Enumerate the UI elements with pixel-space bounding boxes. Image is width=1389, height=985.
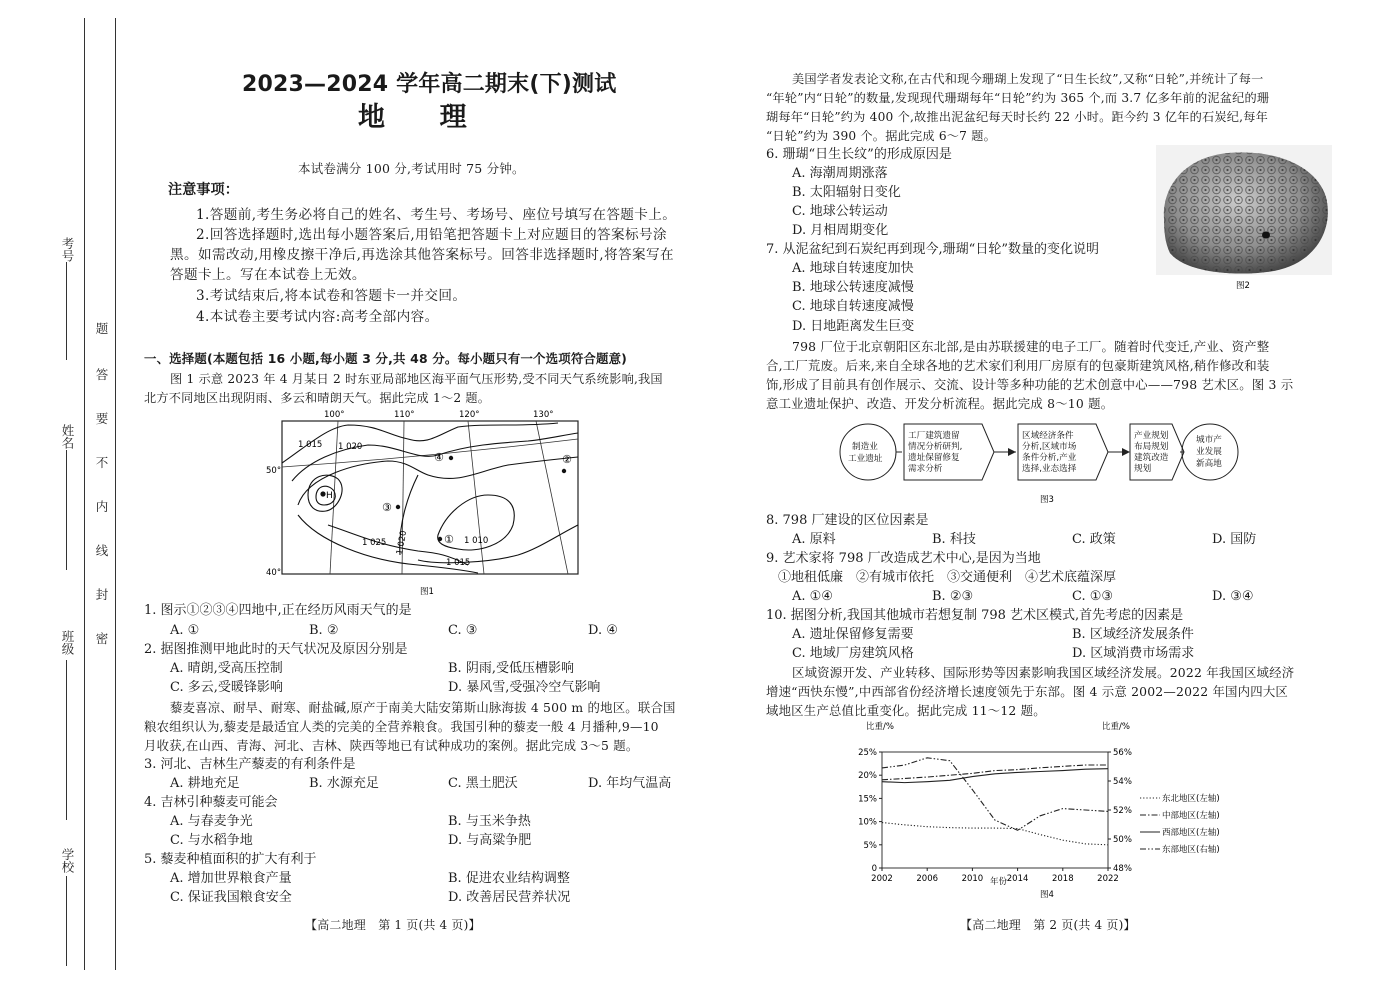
flow-step-2-text: 条件分析,产业 — [1022, 453, 1077, 463]
legend-label: 东部地区(右轴) — [1162, 845, 1220, 855]
legend-label: 西部地区(左轴) — [1162, 828, 1220, 838]
question-8: 8. 798 厂建设的区位因素是 — [766, 513, 929, 528]
y-tick-label-left: 5% — [863, 840, 877, 851]
school-line — [66, 876, 67, 966]
q3-option-a[interactable]: A. 耕地充足 — [170, 776, 240, 791]
notice-title: 注意事项： — [168, 182, 239, 198]
q9-option-b[interactable]: B. ②③ — [932, 589, 974, 604]
question-6: 6. 珊瑚“日生长纹”的形成原因是 — [766, 147, 952, 162]
y-tick-label-left: 0 — [871, 864, 877, 874]
flow-start-text: 工业遗址 — [848, 454, 883, 464]
margin-line-1 — [84, 18, 85, 970]
intro-q8-10: 意工业遗址保护、改造、开发分析流程。据此完成 8～10 题。 — [766, 396, 1114, 411]
q2-option-a[interactable]: A. 晴朗,受高压控制 — [170, 661, 283, 676]
q5-option-a[interactable]: A. 增加世界粮食产量 — [170, 871, 292, 886]
question-9: 9. 艺术家将 798 厂改造成艺术中心,是因为当地 — [766, 551, 1041, 566]
high-pressure-marker: H — [326, 491, 333, 501]
question-3: 3. 河北、吉林生产藜麦的有利条件是 — [144, 757, 356, 772]
lon-label: 130° — [533, 410, 554, 420]
intro-q6-7: “日轮”约为 390 个。据此完成 6～7 题。 — [766, 129, 996, 143]
intro-q8-10: 饰,形成了目前具有创作展示、交流、设计等多种功能的艺术创意中心——798 艺术区。图 3 示 — [766, 377, 1294, 392]
x-tick-label: 2010 — [961, 874, 984, 884]
notice-item: 黑。如需改动,用橡皮擦干净后,再选涂其他答案标号。回答非选择题时,将答案写在 — [170, 247, 674, 263]
figure-2-coral-photo — [1156, 145, 1332, 293]
seal-word: 密 — [94, 632, 109, 645]
flow-step-3-text: 产业规划 — [1134, 431, 1169, 441]
intro-q8-10: 合,工厂荒废。后来,来自全球各地的艺术家们利用厂房原有的包豪斯建筑风格,稍作修改和装 — [766, 358, 1270, 373]
notice-item: 2.回答选择题时,选出每小题答案后,用铅笔把答题卡上对应题目的答案标号涂 — [196, 227, 668, 243]
figure-4-line-chart — [840, 716, 1300, 902]
intro-q11-12: 增速“西快东慢”,中西部省份经济增长速度领先于东部。图 4 示意 2002—2022 年国内四大区 — [766, 684, 1289, 699]
point-marker: ④ — [434, 451, 444, 464]
q7-option-b[interactable]: B. 地球公转速度减慢 — [792, 280, 914, 295]
question-7: 7. 从泥盆纪到石炭纪再到现今,珊瑚“日轮”数量的变化说明 — [766, 242, 1099, 257]
y-tick-label-left: 15% — [858, 794, 877, 805]
flow-step-3-text: 建筑改造 — [1134, 453, 1169, 463]
q7-option-d[interactable]: D. 日地距离发生巨变 — [792, 319, 915, 334]
x-tick-label: 2014 — [1006, 874, 1029, 884]
intro-q3-5: 藜麦喜凉、耐旱、耐寒、耐盐碱,原产于南美大陆安第斯山脉海拔 4 500 m 的地区。联合国 — [170, 700, 676, 715]
q4-option-b[interactable]: B. 与玉米争热 — [448, 814, 531, 829]
q3-option-d[interactable]: D. 年均气温高 — [588, 776, 672, 791]
q5-option-d[interactable]: D. 改善居民营养状况 — [448, 890, 571, 905]
legend-label: 东北地区(左轴) — [1162, 794, 1220, 804]
q9-statements: ①地租低廉 ②有城市依托 ③交通便利 ④艺术底蕴深厚 — [778, 570, 1117, 585]
q5-option-c[interactable]: C. 保证我国粮食安全 — [170, 890, 292, 905]
figure-2-caption: 图2 — [1236, 281, 1250, 291]
x-axis-label: 年份 — [990, 877, 1008, 887]
question-4: 4. 吉林引种藜麦可能会 — [144, 795, 278, 810]
intro-q1-2: 北方不同地区出现阴雨、多云和晴朗天气。据此完成 1～2 题。 — [144, 391, 491, 405]
isobar-label: 1 020 — [395, 529, 410, 556]
q8-option-b[interactable]: B. 科技 — [932, 532, 976, 547]
flow-start-text: 制造业 — [852, 442, 878, 452]
y-axis-label-right: 比重/% — [1102, 722, 1130, 732]
lon-label: 120° — [459, 410, 480, 420]
q8-option-d[interactable]: D. 国防 — [1212, 532, 1257, 547]
seal-word: 答 — [94, 368, 109, 381]
intro-q11-12: 域地区生产总值比重变化。据此完成 11～12 题。 — [766, 703, 1046, 718]
flow-step-2-text: 选择,业态选择 — [1022, 464, 1077, 474]
notice-item: 4.本试卷主要考试内容:高考全部内容。 — [196, 309, 439, 325]
notice-item: 1.答题前,考生务必将自己的姓名、考生号、考场号、座位号填写在答题卡上。 — [196, 207, 677, 223]
figure-3-caption: 图3 — [1040, 495, 1054, 505]
seal-word: 题 — [94, 322, 109, 335]
q3-option-c[interactable]: C. 黑土肥沃 — [448, 776, 518, 791]
y-tick-label-left: 25% — [858, 748, 877, 758]
series-line — [882, 769, 1108, 783]
seal-word: 不 — [94, 456, 109, 469]
point-marker: ② — [562, 453, 572, 466]
intro-q1-2: 图 1 示意 2023 年 4 月某日 2 时东亚局部地区海平面气压形势,受不同天气系统影响,我国 — [170, 372, 663, 386]
seal-word: 内 — [94, 500, 109, 513]
intro-q3-5: 粮农组织认为,藜麦是最适宜人类的完美的全营养粮食。我国引种的藜麦一般 4 月播种,9—10 — [144, 719, 659, 734]
q6-option-c[interactable]: C. 地球公转运动 — [792, 204, 888, 219]
section-heading: 一、选择题(本题包括 16 小题,每小题 3 分,共 48 分。每小题只有一个选项符合题意) — [144, 351, 628, 366]
flow-step-3-text: 布局规划 — [1134, 442, 1169, 452]
notice-item: 3.考试结束后,将本试卷和答题卡一并交回。 — [196, 288, 467, 304]
intro-q8-10: 798 厂位于北京朝阳区东北部,是由苏联援建的电子工厂。随着时代变迁,产业、资产整 — [792, 339, 1270, 354]
margin-line-2 — [115, 18, 116, 970]
flow-step-1-text: 需求分析 — [908, 464, 943, 474]
q8-option-a[interactable]: A. 原料 — [792, 532, 836, 547]
name-line — [66, 450, 67, 570]
class-line — [66, 660, 67, 820]
intro-q6-7: 瑚每年“日轮”约为 400 个,故推出泥盆纪每天时长约 22 小时。距今约 3 亿年的石炭纪,每年 — [766, 110, 1268, 124]
q9-option-d[interactable]: D. ③④ — [1212, 589, 1254, 604]
x-tick-label: 2022 — [1097, 874, 1119, 884]
q4-option-a[interactable]: A. 与春麦争光 — [170, 814, 253, 829]
question-5: 5. 藜麦种植面积的扩大有利于 — [144, 852, 317, 867]
question-2: 2. 据图推测甲地此时的天气状况及原因分别是 — [144, 642, 408, 657]
x-tick-label: 2018 — [1051, 874, 1074, 884]
exam-no-line — [66, 262, 67, 360]
lat-label: 40° — [266, 568, 282, 578]
q4-option-d[interactable]: D. 与高粱争肥 — [448, 833, 532, 848]
flow-step-3-text: 规划 — [1134, 464, 1152, 474]
flow-end-text: 业发展 — [1196, 447, 1222, 457]
y-tick-label-right: 50% — [1113, 835, 1132, 845]
y-tick-label-left: 20% — [858, 771, 877, 782]
q7-option-c[interactable]: C. 地球自转速度减慢 — [792, 299, 914, 314]
isobar-label: 1 020 — [338, 442, 363, 452]
x-tick-label: 2002 — [871, 874, 893, 884]
q3-option-b[interactable]: B. 水源充足 — [309, 776, 379, 791]
q6-option-a[interactable]: A. 海潮周期涨落 — [792, 166, 888, 181]
intro-q11-12: 区域资源开发、产业转移、国际形势等因素影响我国区域经济发展。2022 年我国区域经济 — [792, 665, 1295, 680]
flow-end-text: 城市产 — [1196, 435, 1222, 445]
q7-option-a[interactable]: A. 地球自转速度加快 — [792, 261, 914, 276]
lon-label: 110° — [394, 410, 415, 420]
legend-label: 中部地区(左轴) — [1162, 811, 1220, 821]
label-school: 学校 — [60, 848, 75, 873]
y-axis-label-left: 比重/% — [866, 722, 894, 732]
intro-q6-7: “年轮”内“日轮”的数量,发现现代珊瑚每年“日轮”约为 365 个,而 3.7 亿多年前的泥盆纪的珊 — [766, 91, 1270, 105]
q10-option-d[interactable]: D. 区域消费市场需求 — [1072, 646, 1195, 661]
flow-step-1-text: 工厂建筑遗留 — [908, 431, 960, 441]
page-2-footer: 【高二地理 第 2 页(共 4 页)】 — [960, 918, 1136, 932]
seal-word: 封 — [94, 588, 109, 601]
label-exam-no: 考号 — [60, 237, 75, 262]
q1-option-d[interactable]: D. ④ — [588, 623, 618, 638]
isobar-label: 1 015 — [298, 440, 323, 450]
y-tick-label-right: 52% — [1113, 806, 1132, 816]
y-tick-label-right: 48% — [1113, 864, 1132, 874]
q1-option-b[interactable]: B. ② — [309, 623, 339, 638]
flow-step-1-text: 遗址保留修复 — [908, 453, 960, 463]
point-marker: ① — [444, 533, 454, 546]
q2-option-d[interactable]: D. 暴风雪,受强冷空气影响 — [448, 680, 601, 695]
lon-label: 100° — [324, 410, 345, 420]
q10-option-a[interactable]: A. 遗址保留修复需要 — [792, 627, 914, 642]
series-line — [882, 765, 1108, 780]
series-line — [882, 823, 1108, 845]
q6-option-d[interactable]: D. 月相周期变化 — [792, 223, 889, 238]
label-class: 班级 — [60, 630, 75, 655]
y-tick-label-right: 54% — [1113, 777, 1132, 787]
intro-q6-7: 美国学者发表论文称,在古代和现今珊瑚上发现了“日生长纹”,又称“日轮”,并统计了每一 — [792, 72, 1264, 86]
flow-step-1-text: 情况分析研判, — [908, 442, 963, 452]
y-tick-label-left: 10% — [858, 817, 877, 828]
score-note: 本试卷满分 100 分,考试用时 75 分钟。 — [298, 161, 525, 176]
q1-option-c[interactable]: C. ③ — [448, 623, 478, 638]
figure-1-caption: 图1 — [420, 587, 434, 597]
flow-end-text: 新高地 — [1196, 459, 1222, 469]
figure-3-flowchart — [838, 416, 1258, 508]
seal-word: 要 — [94, 412, 109, 425]
q6-option-b[interactable]: B. 太阳辐射日变化 — [792, 185, 901, 200]
question-1: 1. 图示①②③④四地中,正在经历风雨天气的是 — [144, 603, 412, 618]
notice-item: 答题卡上。写在本试卷上无效。 — [170, 267, 366, 283]
q4-option-c[interactable]: C. 与水稻争地 — [170, 833, 253, 848]
q2-option-c[interactable]: C. 多云,受暖锋影响 — [170, 680, 283, 695]
question-10: 10. 据图分析,我国其他城市若想复制 798 艺术区模式,首先考虑的因素是 — [766, 608, 1184, 623]
lat-label: 50° — [266, 466, 282, 476]
figure-1-pressure-map — [268, 405, 588, 597]
q10-option-c[interactable]: C. 地域厂房建筑风格 — [792, 646, 914, 661]
isobar-label: 1 015 — [446, 558, 471, 568]
q8-option-c[interactable]: C. 政策 — [1072, 532, 1116, 547]
series-line — [882, 758, 1108, 831]
flow-step-2-text: 区域经济条件 — [1022, 431, 1074, 441]
q10-option-b[interactable]: B. 区域经济发展条件 — [1072, 627, 1194, 642]
label-name: 姓名 — [60, 424, 75, 449]
subject-title: 地 理 — [358, 102, 467, 133]
intro-q3-5: 月收获,在山西、青海、河北、吉林、陕西等地已有试种成功的案例。据此完成 3～5 题。 — [144, 738, 639, 753]
y-tick-label-right: 56% — [1113, 748, 1132, 758]
seal-word: 线 — [94, 544, 109, 557]
q5-option-b[interactable]: B. 促进农业结构调整 — [448, 871, 570, 886]
q1-option-a[interactable]: A. ① — [170, 623, 200, 638]
isobar-label: 1 025 — [362, 538, 387, 548]
exam-title: 2023—2024 学年高二期末(下)测试 — [242, 72, 617, 97]
page-1-footer: 【高二地理 第 1 页(共 4 页)】 — [305, 918, 481, 932]
flow-step-2-text: 分析,区域市场 — [1022, 442, 1077, 452]
q9-option-c[interactable]: C. ①③ — [1072, 589, 1114, 604]
isobar-label: 1 010 — [464, 536, 489, 546]
x-tick-label: 2006 — [916, 874, 939, 884]
point-marker: ③ — [382, 501, 392, 514]
q9-option-a[interactable]: A. ①④ — [792, 589, 833, 604]
q2-option-b[interactable]: B. 阴雨,受低压槽影响 — [448, 661, 574, 676]
figure-4-caption: 图4 — [1040, 890, 1054, 900]
